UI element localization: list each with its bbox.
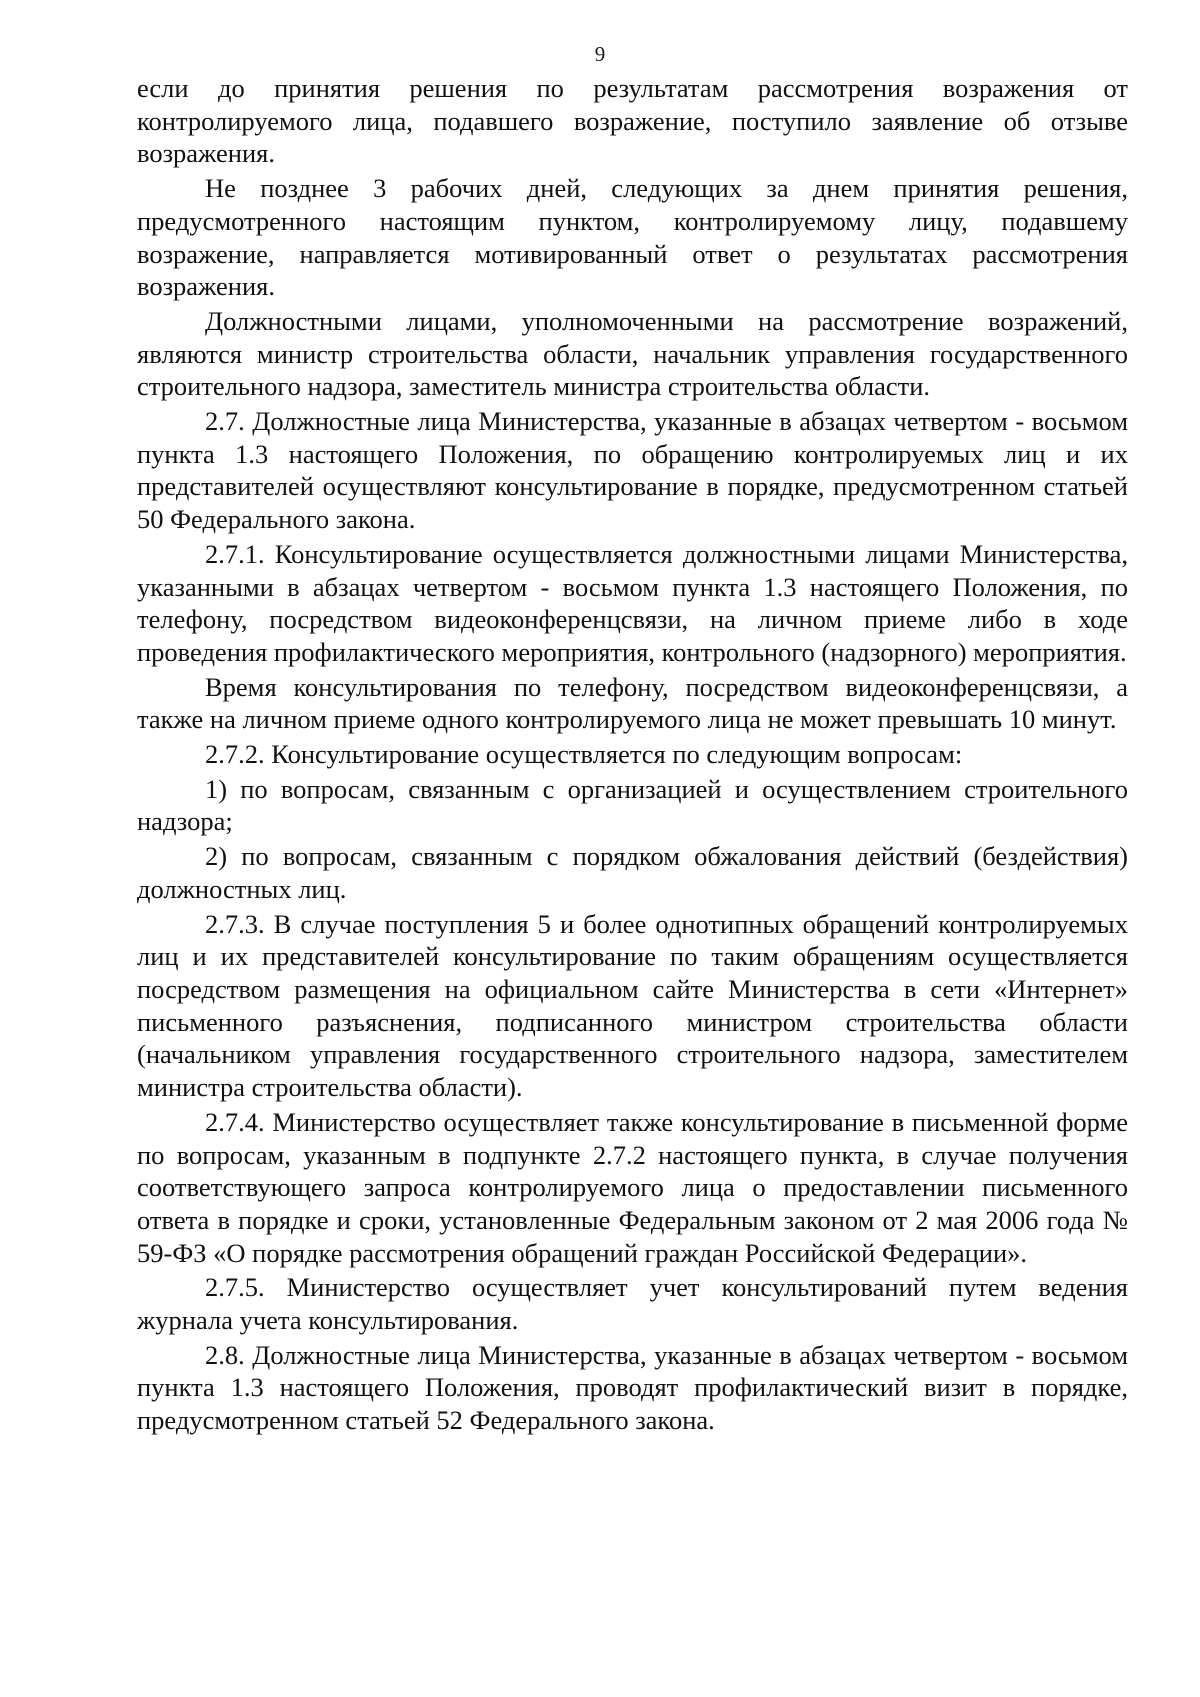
paragraph-2-7-5: 2.7.5. Министерство осуществляет учет консультирований путем ведения журнала учета консультирования. <box>137 1272 1128 1336</box>
page-number: 9 <box>594 42 606 66</box>
paragraph-reasoned-response: Не позднее 3 рабочих дней, следующих за днем принятия решения, предусмотренного настоящим пунктом, контролируемому лицу, подавшему возражение, направляется мотивированный ответ о результатах рассмотрения возражения. <box>137 173 1128 302</box>
paragraph-2-7-3: 2.7.3. В случае поступления 5 и более однотипных обращений контролируемых лиц и их представителей консультирование по таким обращениям осуществляется посредством размещения на официальном сайте Министерства в сети «Интернет» письменного разъяснения, подписанного министром строительства области (начальником управления государственного строительного надзора, заместителем министра строительства области). <box>137 908 1128 1103</box>
paragraph-2-7-2: 2.7.2. Консультирование осуществляется по следующим вопросам: <box>205 739 963 770</box>
list-item-2: 2) по вопросам, связанным с порядком обжалования действий (бездействия) должностных лиц. <box>137 841 1128 904</box>
paragraph-consultation-time: Время консультирования по телефону, посредством видеоконференцсвязи, а также на личном приеме одного контролируемого лица не может превышать 10 минут. <box>137 671 1128 735</box>
paragraph-authorized-officials: Должностными лицами, уполномоченными на рассмотрение возражений, являются министр строительства области, начальник управления государственного строительного надзора, заместитель министра строительства области. <box>137 305 1128 402</box>
paragraph-2-7-4: 2.7.4. Министерство осуществляет также консультирование в письменной форме по вопросам, указанным в подпункте 2.7.2 настоящего пункта, в случае получения соответствующего запроса контролируемого лица о предоставлении письменного ответа в порядке и сроки, установленные Федеральным законом от 2 мая 2006 года № 59-ФЗ «О порядке рассмотрения обращений граждан Российской Федерации». <box>137 1106 1128 1268</box>
document-body <box>137 72 1128 1439</box>
paragraph-2-8: 2.8. Должностные лица Министерства, указанные в абзацах четвертом - восьмом пункта 1.3 настоящего Положения, проводят профилактический визит в порядке, предусмотренном статьей 52 Федерального закона. <box>137 1339 1128 1436</box>
paragraph-2-7-1: 2.7.1. Консультирование осуществляется должностными лицами Министерства, указанными в абзацах четвертом - восьмом пункта 1.3 настоящего Положения, по телефону, посредством видеоконференцсвязи, на личном приеме либо в ходе проведения профилактического мероприятия, контрольного (надзорного) мероприятия. <box>137 538 1128 667</box>
list-item-1: 1) по вопросам, связанным с организацией и осуществлением строительного надзора; <box>137 773 1128 837</box>
paragraph-2-7: 2.7. Должностные лица Министерства, указанные в абзацах четвертом - восьмом пункта 1.3 настоящего Положения, по обращению контролируемых лиц и их представителей осуществляют консультирование в порядке, предусмотренном статьей 50 Федерального закона. <box>137 406 1128 535</box>
paragraph-objection-withdrawal: если до принятия решения по результатам рассмотрения возражения от контролируемого лица, подавшего возражение, поступило заявление об отзыве возражения. <box>137 73 1128 169</box>
